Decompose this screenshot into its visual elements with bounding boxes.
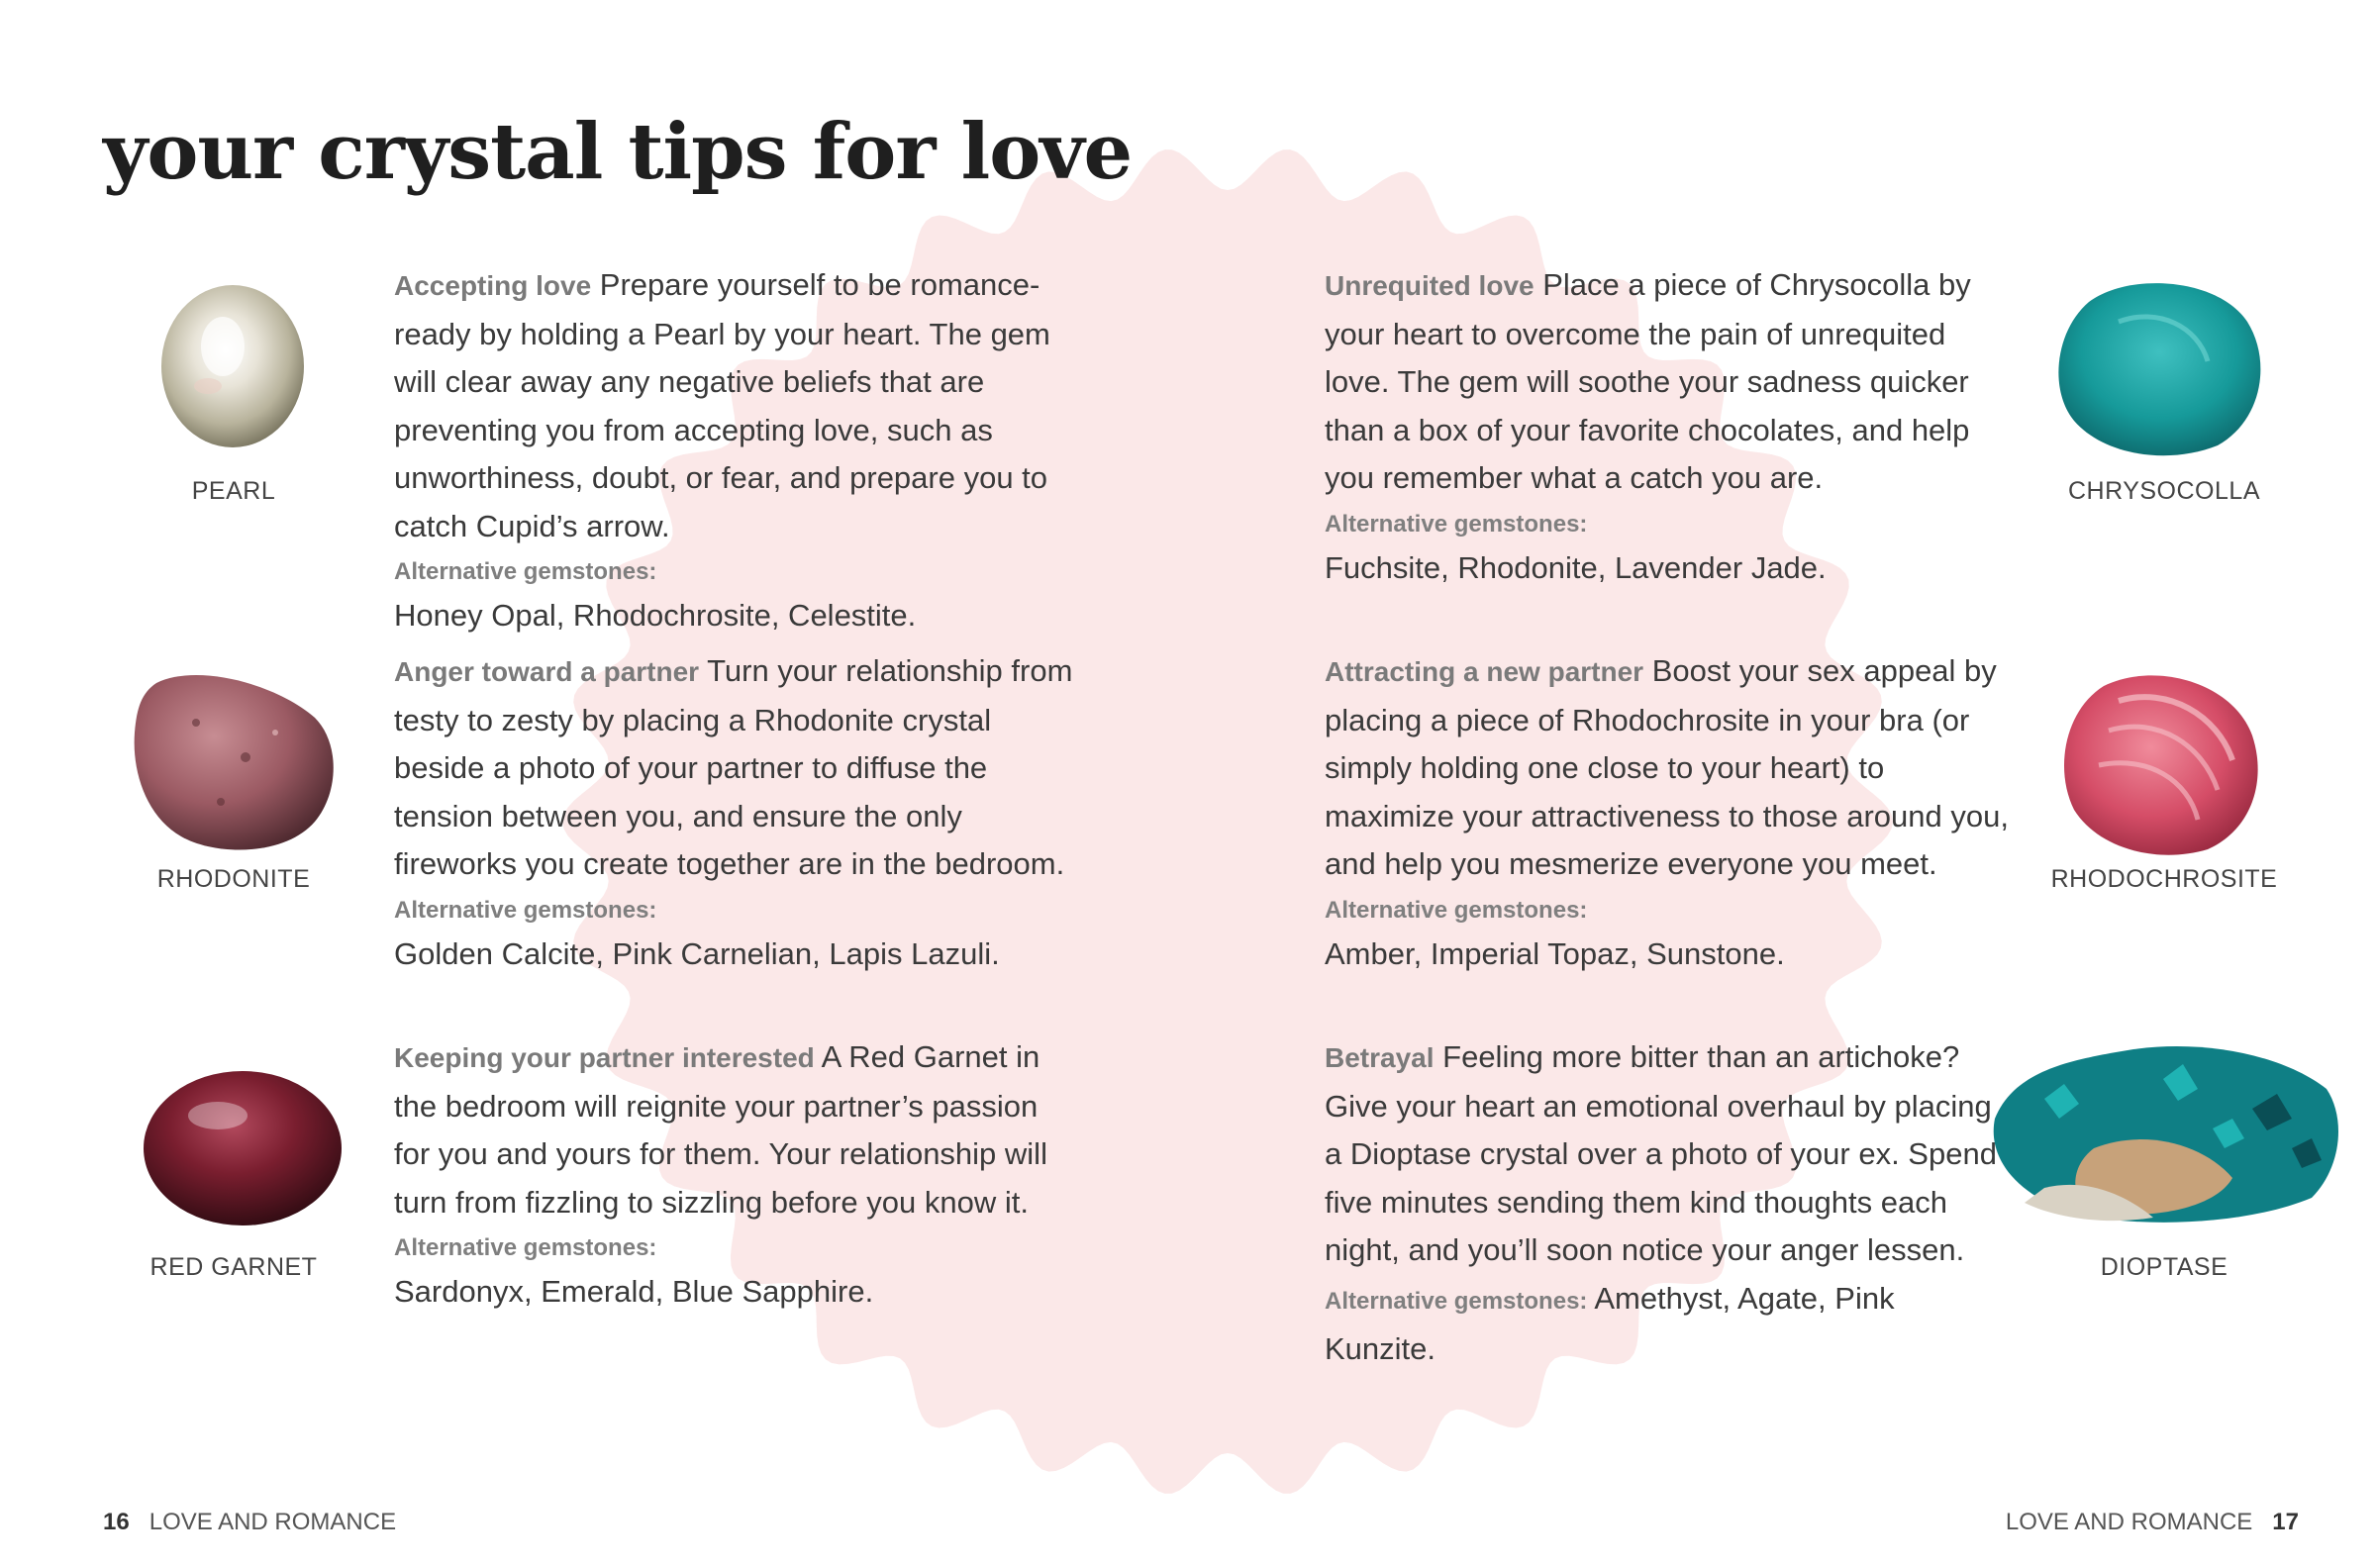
chrysocolla-image	[2049, 272, 2267, 460]
tip-paragraph	[394, 1033, 1067, 1226]
tip-title: Anger toward a partner	[394, 656, 700, 687]
tip-title: Betrayal	[1325, 1042, 1435, 1073]
alternatives-label: Alternative gemstones:	[394, 558, 657, 585]
tip-body: Place a piece of Chrysocolla by your heart to overcome the pain of unrequited love. The gem will soothe your sadness quicker than a box of your favorite chocolates, and help you remember what a catch you are.	[1325, 267, 1971, 495]
tip-unrequited-love	[1325, 261, 1978, 592]
tip-title: Attracting a new partner	[1325, 656, 1644, 687]
red-garnet-image	[139, 1061, 346, 1229]
pearl-label: PEARL	[191, 477, 276, 505]
page-number-left: 16	[103, 1509, 130, 1535]
tip-paragraph	[1325, 647, 2018, 889]
chrysocolla-label: CHRYSOCOLLA	[2068, 477, 2260, 505]
tip-paragraph	[1325, 261, 1978, 503]
rhodonite-image	[127, 663, 340, 856]
tip-accepting-love	[394, 261, 1087, 640]
tip-body: Prepare yourself to be romance-ready by holding a Pearl by your heart. The gem will clear away any negative beliefs that are preventing you from accepting love, such as unworthiness, doubt, or fear, and prepare you to catch Cupid’s arrow.	[394, 267, 1050, 543]
tip-paragraph	[394, 261, 1087, 550]
alternatives-list: Fuchsite, Rhodonite, Lavender Jade.	[1325, 549, 1827, 585]
tip-paragraph	[394, 647, 1087, 889]
footer-left	[103, 1509, 396, 1536]
dioptase-image	[1985, 1029, 2346, 1227]
alternatives-list: Amber, Imperial Topaz, Sunstone.	[1325, 935, 1785, 971]
tip-anger	[394, 647, 1087, 978]
alternatives-label: Alternative gemstones:	[1325, 1287, 1588, 1315]
alternatives-label: Alternative gemstones:	[1325, 896, 1588, 924]
rhodonite-label: RHODONITE	[156, 865, 311, 893]
page-number-right: 17	[2272, 1509, 2299, 1535]
red-garnet-label: RED GARNET	[149, 1253, 318, 1281]
rhodochrosite-label: RHODOCHROSITE	[2050, 865, 2278, 893]
alternatives-list: Amethyst, Agate, Pink Kunzite.	[1325, 1280, 1895, 1366]
alternatives-label: Alternative gemstones:	[394, 1234, 657, 1261]
footer-right	[2006, 1509, 2299, 1536]
dioptase-label: DIOPTASE	[2100, 1253, 2228, 1281]
tip-body: Boost your sex appeal by placing a piece of Rhodochrosite in your bra (or simply holding one close to your heart) to maximize your attractiveness to those around you, and help you mesmerize everyone you meet.	[1325, 653, 2009, 881]
rhodochrosite-image	[2059, 661, 2262, 859]
alternatives-label: Alternative gemstones:	[394, 896, 657, 924]
tip-keeping-partner	[394, 1033, 1067, 1317]
pearl-image	[153, 277, 312, 455]
page-title: your crystal tips for love	[103, 107, 1133, 197]
tip-title: Accepting love	[394, 270, 592, 301]
alternatives-list: Golden Calcite, Pink Carnelian, Lapis Lazuli.	[394, 935, 1000, 971]
tip-attracting-partner	[1325, 647, 2018, 978]
tip-paragraph	[1325, 1033, 1998, 1275]
tip-betrayal	[1325, 1033, 1998, 1374]
tip-body: Turn your relationship from testy to zesty by placing a Rhodonite crystal beside a photo of your partner to diffuse the tension between you, and ensure the only fireworks you create together are in the bedroom.	[394, 653, 1073, 881]
tip-title: Unrequited love	[1325, 270, 1534, 301]
tip-body: Feeling more bitter than an artichoke? Give your heart an emotional overhaul by placing a Dioptase crystal over a photo of your ex. Spend five minutes sending them kind thoughts each night, and you’ll soon notice your anger lessen.	[1325, 1039, 1997, 1267]
alternatives-list: Sardonyx, Emerald, Blue Sapphire.	[394, 1274, 874, 1309]
alternatives-list: Honey Opal, Rhodochrosite, Celestite.	[394, 598, 917, 633]
alternatives-label: Alternative gemstones:	[1325, 510, 1588, 538]
tip-title: Keeping your partner interested	[394, 1042, 815, 1073]
tip-body: A Red Garnet in the bedroom will reignite your partner’s passion for you and yours for them. Your relationship will turn from fizzling to sizzling before you know it.	[394, 1039, 1047, 1220]
alternatives-line	[1325, 1275, 1998, 1374]
section-name-right: LOVE AND ROMANCE	[2005, 1509, 2253, 1535]
section-name-left: LOVE AND ROMANCE	[148, 1509, 397, 1535]
